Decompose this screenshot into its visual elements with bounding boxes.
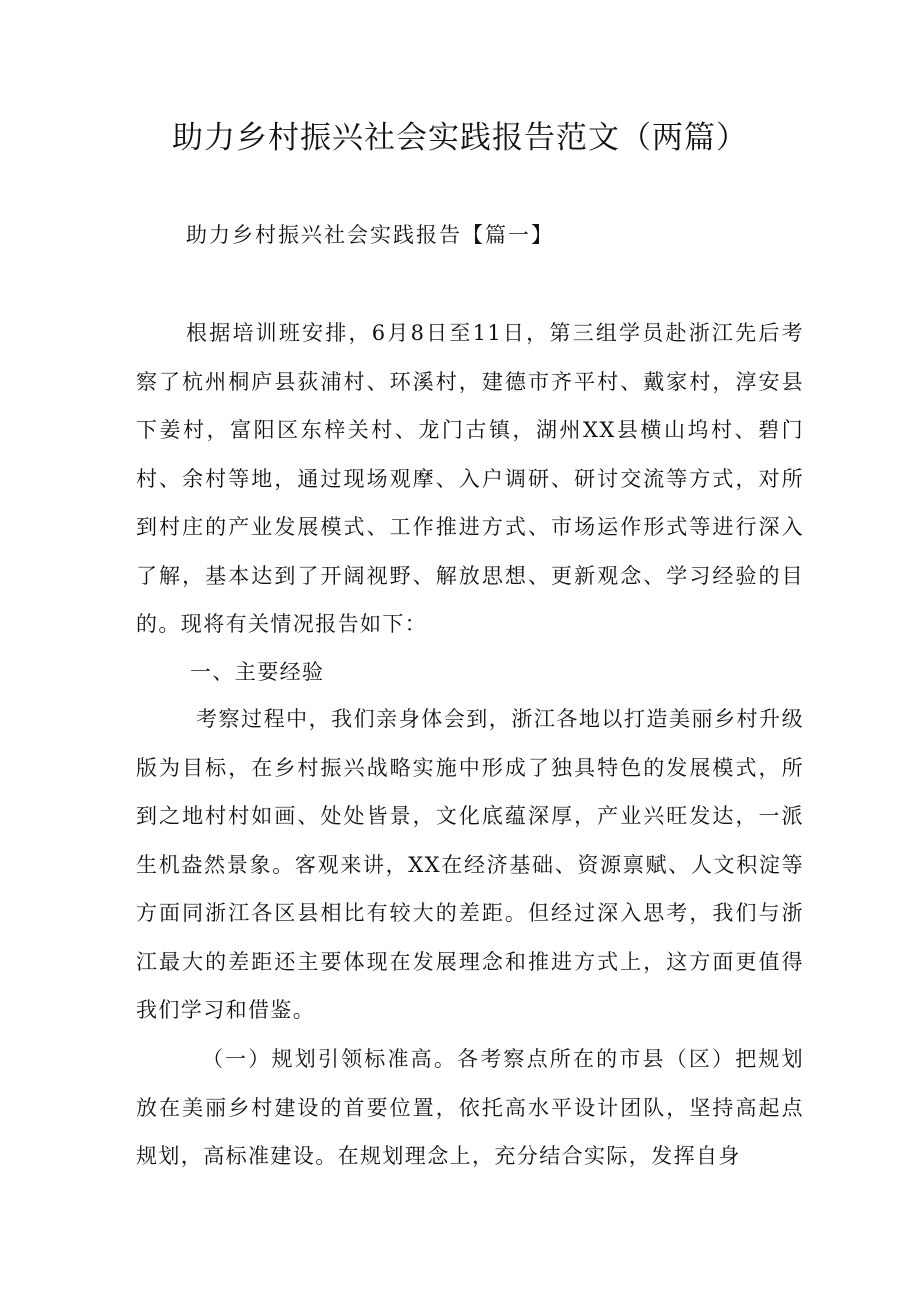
section-subtitle: 助力乡村振兴社会实践报告【篇一】 [186,223,554,247]
paragraph-experience: 考察过程中，我们亲身体会到，浙江各地以打造美丽乡村升级版为目标，在乡村振兴战略实施中形成了独具特色的发展模式，所到之地村村如画、处处皆景，文化底蕴深厚，产业兴旺发达，一派生机盎然景象。客观来讲，XX在经济基础、资源禀赋、人文积淀等方面同浙江各区县相比有较大的差距。但经过深入思考，我们与浙江最大的差距还主要体现在发展理念和推进方式上，这方面更值得我们学习和借鉴。 [136,707,804,1022]
paragraph-intro: 根据培训班安排，6月8日至11日，第三组学员赴浙江先后考察了杭州桐庐县荻浦村、环溪村，建德市齐平村、戴家村，淳安县下姜村，富阳区东梓关村、龙门古镇，湖州XX县横山坞村、碧门村、余村等地，通过现场观摩、入户调研、研讨交流等方式，对所到村庄的产业发展模式、工作推进方式、市场运作形式等进行深入了解，基本达到了开阔视野、解放思想、更新观念、学习经验的目的。现将有关情况报告如下： [136,321,804,636]
heading-main-experience: 一、主要经验 [190,660,325,684]
document-title: 助力乡村振兴社会实践报告范文（两篇） [172,120,748,156]
paragraph-planning: （一）规划引领标准高。各考察点所在的市县（区）把规划放在美丽乡村建设的首要位置，依托高水平设计团队，坚持高起点规划，高标准建设。在规划理念上，充分结合实际，发挥自身 [136,1047,804,1168]
